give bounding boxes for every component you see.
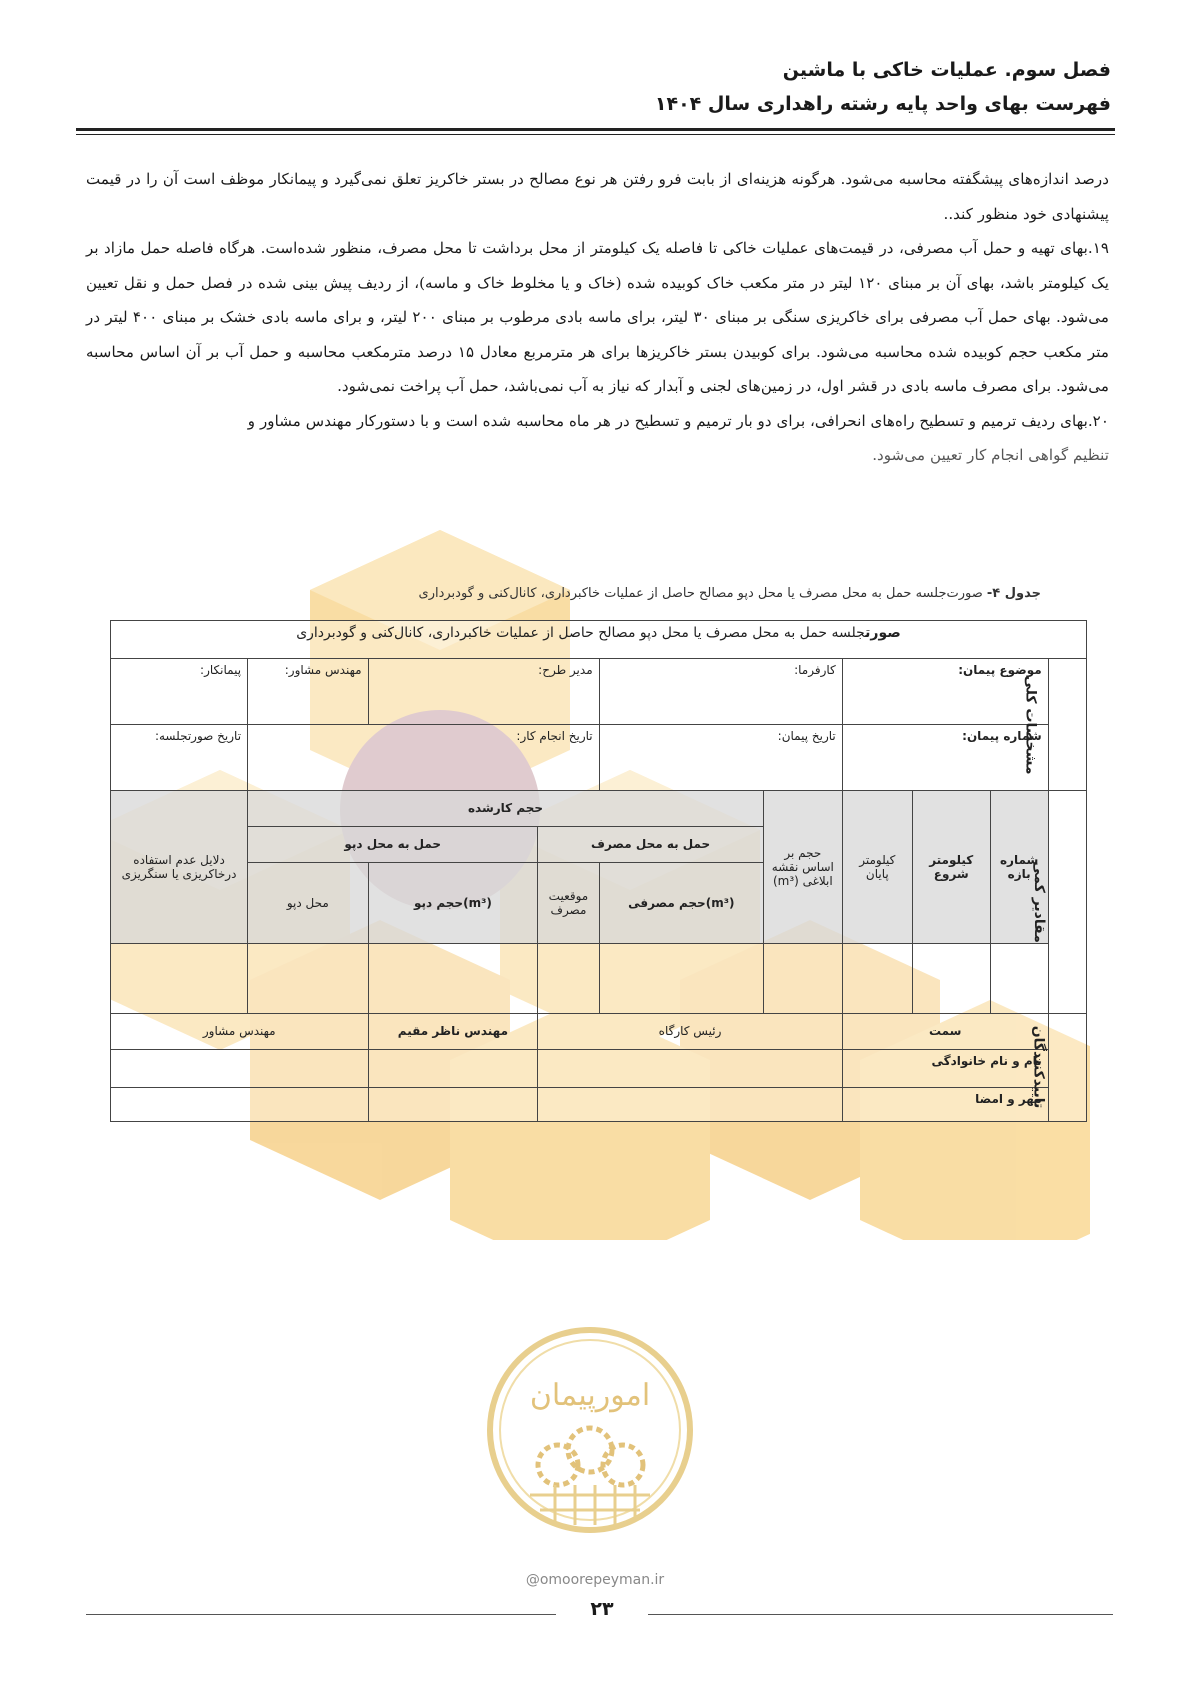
depot-location-header: محل دپو	[248, 862, 368, 943]
minutes-date-field[interactable]: تاریخ صورتجلسه:	[111, 725, 248, 791]
site-head-name-cell[interactable]	[538, 1049, 842, 1087]
used-volume-cell[interactable]	[599, 943, 763, 1013]
header-rule-thick	[76, 128, 1115, 131]
table-row	[111, 943, 1087, 1013]
depot-location-cell[interactable]	[248, 943, 368, 1013]
resident-engineer-name-cell[interactable]	[368, 1049, 538, 1087]
used-volume-header: (m³)حجم مصرفی	[599, 862, 763, 943]
caption-text: صورت‌جلسه حمل به محل مصرف یا محل دپو مصالح حاصل از عملیات خاکبرداری، کانال‌کنی و گودبرداری	[418, 586, 987, 601]
footer-rule-left	[86, 1614, 556, 1615]
depot-volume-header: (m³)حجم دپو	[368, 862, 538, 943]
position-label: سمت	[842, 1013, 1048, 1049]
work-date-field[interactable]: تاریخ انجام کار:	[248, 725, 600, 791]
table-caption	[110, 586, 1041, 601]
form-title-bold: صورت	[865, 625, 901, 641]
to-depot-header: حمل به محل دپو	[248, 826, 538, 862]
omoore-peyman-logo	[480, 1310, 700, 1580]
website-link[interactable]: @omoorepeyman.ir	[525, 1572, 665, 1588]
use-location-cell[interactable]	[538, 943, 599, 1013]
resident-engineer-label: مهندس ناظر مقیم	[368, 1013, 538, 1049]
use-location-header: موقعیت مصرف	[538, 862, 599, 943]
page-header	[80, 55, 1111, 119]
reasons-header: دلایل عدم استفاده درخاکریزی یا سنگریزی	[111, 790, 248, 943]
resident-engineer-sign-cell[interactable]	[368, 1087, 538, 1121]
contractor-field[interactable]: پیمانکار:	[111, 659, 248, 725]
plan-volume-cell[interactable]	[763, 943, 842, 1013]
reasons-cell[interactable]	[111, 943, 248, 1013]
end-km-cell[interactable]	[842, 943, 912, 1013]
body-text	[86, 162, 1109, 473]
logo-lettering: امورپیمان	[529, 1378, 651, 1413]
site-head-label: رئیس کارگاه	[538, 1013, 842, 1049]
plan-volume-header: حجم بر اساس نقشه ابلاغی (m³)	[763, 790, 842, 943]
page-number: ۲۳	[590, 1598, 614, 1620]
consultant-field[interactable]: مهندس مشاور:	[248, 659, 368, 725]
section-quantity: مقادیر کمی	[1048, 790, 1086, 1013]
paragraph: درصد اندازه‌های پیشگفته محاسبه می‌شود. هرگونه هزینه‌ای از بابت فرو رفتن هر نوع مصالح در بستر خاکریز تعلق نمی‌گیرد و پیمانکار موظف است آن را در قیمت پیشنهادی خود منظور کند..	[86, 170, 1109, 223]
form-title	[111, 621, 1087, 659]
contract-date-field[interactable]: تاریخ پیمان:	[599, 725, 842, 791]
employer-field[interactable]: کارفرما:	[599, 659, 842, 725]
segment-number-cell[interactable]	[990, 943, 1048, 1013]
minutes-form-table	[110, 620, 1087, 1122]
full-name-label: نام و نام خانوادگی	[842, 1049, 1048, 1087]
to-use-header: حمل به محل مصرف	[538, 826, 764, 862]
header-rule-thin	[76, 134, 1115, 135]
depot-volume-cell[interactable]	[368, 943, 538, 1013]
consultant-engineer-name-cell[interactable]	[111, 1049, 369, 1087]
consultant-engineer-label: مهندس مشاور	[111, 1013, 369, 1049]
form-title-text: جلسه حمل به محل مصرف یا محل دپو مصالح حاصل از عملیات خاکبرداری، کانال‌کنی و گودبرداری	[296, 625, 866, 641]
paragraph: ۲۰.بهای ردیف ترمیم و تسطیح راه‌های انحرافی، برای دو بار ترمیم و تسطیح در هر ماه محاسبه شده است و با دستورکار مهندس مشاور و	[247, 411, 1109, 430]
contract-subject-field[interactable]: موضوع پیمان:	[842, 659, 1048, 725]
section-general: مشخصات کلی	[1048, 659, 1086, 791]
paragraph: ۱۹.بهای تهیه و حمل آب مصرفی، در قیمت‌های عملیات خاکی تا فاصله یک کیلومتر از محل برداشت تا محل مصرف، منظور شده‌است. هرگاه فاصله حمل مازاد بر یک کیلومتر باشد، بهای آن بر مبنای ۱۲۰ لیتر در متر مکعب خاک کوبیده شده (خاک و یا مخلوط خاک و ماسه)، از ردیف پیش بینی شده در فصل حمل و نقل تعیین می‌شود. بهای حمل آب مصرفی برای خاکریزی سنگی بر مبنای ۳۰ لیتر، برای ماسه بادی مرطوب بر مبنای ۲۰۰ لیتر، و برای ماسه بادی خشک بر مبنای ۴۰۰ لیتر در متر مکعب حجم کوبیده شده محاسبه می‌شود. برای کوبیدن بستر خاکریزها برای هر مترمربع معادل ۱۵ درصد مترمکعب محاسبه و حمل آب بر آن اساس محاسبه می‌شود. برای مصرف ماسه بادی در قشر اول، در زمین‌های لجنی و آبدار که نیاز به آب نمی‌باشد، حمل آب پراخت نمی‌شود.	[86, 239, 1110, 395]
consultant-engineer-sign-cell[interactable]	[111, 1087, 369, 1121]
worked-volume-header: حجم کارشده	[248, 790, 764, 826]
site-head-sign-cell[interactable]	[538, 1087, 842, 1121]
end-km-header: کیلومتر پایان	[842, 790, 912, 943]
project-manager-field[interactable]: مدیر طرح:	[368, 659, 599, 725]
catalog-title: فهرست بهای واحد پایه رشته راهداری سال ۱۴۰۴	[654, 93, 1111, 115]
start-km-cell[interactable]	[912, 943, 990, 1013]
segment-number-header: شماره بازه	[990, 790, 1048, 943]
start-km-header: کیلومتر شروع	[912, 790, 990, 943]
contract-number-field[interactable]: شماره پیمان:	[842, 725, 1048, 791]
seal-sign-label: مهر و امضا	[842, 1087, 1048, 1121]
chapter-title: فصل سوم. عملیات خاکی با ماشین	[782, 59, 1111, 81]
footer-rule-right	[648, 1614, 1113, 1615]
caption-label: جدول ۴-	[986, 586, 1041, 601]
paragraph: تنظیم گواهی انجام کار تعیین می‌شود.	[872, 446, 1109, 464]
section-approvers: تاییدکنندگان	[1048, 1013, 1086, 1121]
